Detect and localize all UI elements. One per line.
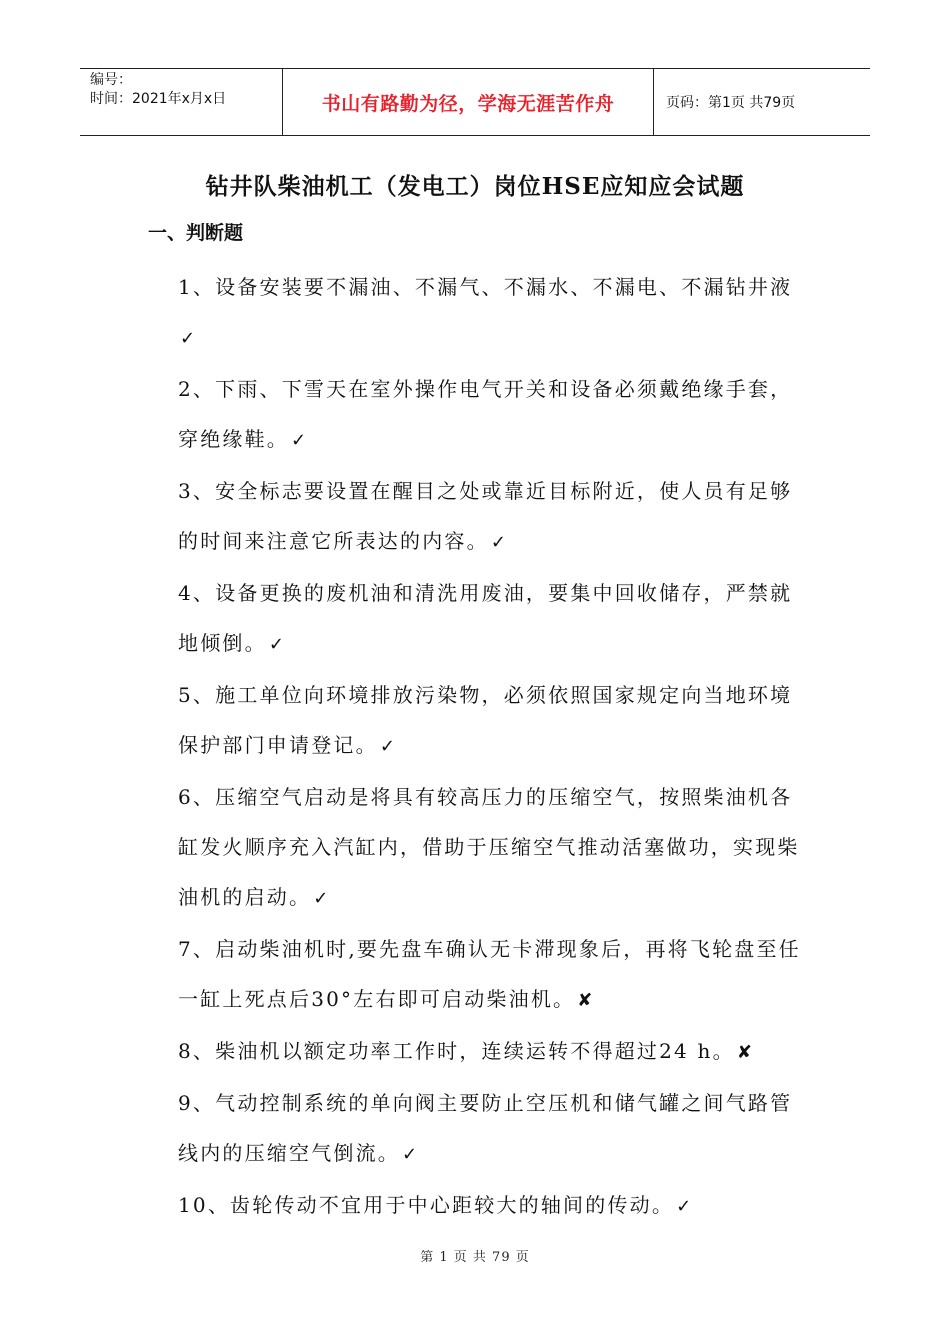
question-item-6-line3: [178, 872, 818, 924]
check-mark-icon: ✓: [313, 888, 331, 909]
question-item-4-line1: 4、设备更换的废机油和清洗用废油，要集中回收储存，严禁就: [178, 581, 793, 605]
code-label: 编号：: [90, 72, 132, 88]
question-item-7-text: 一缸上死点后30°左右即可启动柴油机。: [178, 987, 576, 1011]
check-mark-icon: ✓: [291, 430, 309, 451]
cross-mark-icon: ✘: [736, 1042, 755, 1063]
check-mark-icon: ✓: [268, 634, 287, 655]
question-item-1-mark-line: [178, 312, 818, 364]
question-item-7-line1: 7、启动柴油机时,要先盘车确认无卡滞现象后，再将飞轮盘至任: [178, 937, 801, 961]
cross-mark-icon: ✘: [577, 990, 595, 1011]
question-item-6-text: 油机的启动。: [178, 885, 312, 909]
page-footer: 第 1 页 共 79 页: [420, 1250, 530, 1265]
motto-text: 书山有路勤为径，学海无涯苦作舟: [321, 92, 615, 115]
check-mark-icon: ✓: [490, 532, 509, 553]
question-item-4-line2: [178, 618, 818, 670]
question-item-1-line1: 1、设备安装要不漏油、不漏气、不漏水、不漏电、不漏钻井液: [178, 275, 793, 299]
question-item-4-text: 地倾倒。: [178, 631, 267, 655]
question-item-5-line1: 5、施工单位向环境排放污染物，必须依照国家规定向当地环境: [178, 683, 793, 707]
header-meta-cell: [80, 69, 282, 135]
question-item-5-text: 保护部门申请登记。: [178, 733, 378, 757]
question-item-9-text: 线内的压缩空气倒流。: [178, 1141, 400, 1165]
section-heading: 一、判断题: [148, 222, 244, 244]
question-item-10-line1: [178, 1180, 818, 1232]
question-item-6-line2: 缸发火顺序充入汽缸内，借助于压缩空气推动活塞做功，实现柴: [178, 835, 800, 859]
check-mark-icon: ✓: [402, 1144, 420, 1165]
question-item-2-text: 穿绝缘鞋。: [178, 427, 289, 451]
page-info: 页码：第1页 共79页: [666, 95, 796, 111]
question-item-10-text: 10、齿轮传动不宜用于中心距较大的轴间的传动。: [178, 1193, 675, 1217]
time-label: 时间：2021年x月x日: [90, 91, 227, 107]
check-mark-icon: ✓: [180, 328, 198, 349]
question-item-6-line1: 6、压缩空气启动是将具有较高压力的压缩空气，按照柴油机各: [178, 785, 793, 809]
question-item-8-line1: [178, 1026, 818, 1078]
question-item-3-line2: [178, 516, 818, 568]
question-item-3-line1: 3、安全标志要设置在醒目之处或靠近目标附近，使人员有足够: [178, 479, 793, 503]
question-item-2-line1: 2、下雨、下雪天在室外操作电气开关和设备必须戴绝缘手套，: [178, 377, 793, 401]
header-page-cell: [654, 69, 870, 135]
question-item-9-line2: [178, 1128, 818, 1180]
check-mark-icon: ✓: [676, 1196, 694, 1217]
question-item-2-line2: [178, 414, 818, 466]
page-header: [80, 68, 870, 136]
question-item-8-text: 8、柴油机以额定功率工作时，连续运转不得超过24 h。: [178, 1039, 735, 1063]
question-item-7-line2: [178, 974, 818, 1026]
document-title: 钻井队柴油机工（发电工）岗位HSE应知应会试题: [205, 173, 745, 200]
check-mark-icon: ✓: [379, 736, 398, 757]
question-item-9-line1: 9、气动控制系统的单向阀主要防止空压机和储气罐之间气路管: [178, 1091, 793, 1115]
question-list: [178, 262, 818, 1232]
question-item-3-text: 的时间来注意它所表达的内容。: [178, 529, 489, 553]
question-item-5-line2: [178, 720, 818, 772]
header-motto-cell: [282, 69, 654, 135]
